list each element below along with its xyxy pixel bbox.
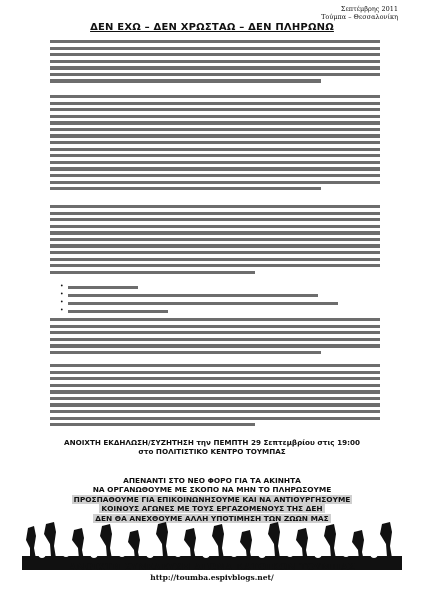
date-place [321, 6, 398, 21]
footer [0, 562, 424, 582]
event-line-2: στο ΠΟΛΙΤΙΣΤΙΚΟ ΚΕΝΤΡΟ ΤΟΥΜΠΑΣ [138, 447, 286, 456]
event-announcement [0, 438, 424, 456]
date: Σεπτέμβρης 2011 [340, 5, 398, 13]
slogan-line-2: ΝΑ ΟΡΓΑΝΩΘΟΥΜΕ ΜΕ ΣΚΟΠΟ ΝΑ ΜΗΝ ΤΟ ΠΛΗΡΩΣΟΥΜΕ [92, 485, 332, 495]
assembly-name: ΑΝΟΙΧΤΗ ΣΥΝΕΛΕΥΣΗ ΑΓΩΝΑ ΚΑΤΟΙΚΩΝ ΤΟΥΜΠΑΣ [69, 562, 355, 573]
list-item: • [60, 291, 338, 299]
blog-link[interactable]: http://toumba.espivblogs.net/ [150, 573, 274, 582]
list-item: • [60, 299, 338, 307]
list-item: • [60, 283, 338, 291]
flyer-title: ΔΕΝ ΕΧΩ – ΔΕΝ ΧΡΩΣΤΑΩ – ΔΕΝ ΠΛΗΡΩΝΩ [90, 22, 334, 33]
slogan-block [0, 476, 424, 523]
paragraph-call [50, 364, 380, 430]
paragraph-context [50, 95, 380, 194]
bullet-list [60, 283, 338, 315]
slogan-line-3: ΠΡΟΣΠΑΘΟΥΜΕ ΓΙΑ ΕΠΙΚΟΙΝΩΝΗΣΟΥΜΕ ΚΑΙ ΝΑ ΑΝΤΙΟΥΡΓΗΣΟΥΜΕ [73, 494, 351, 504]
slogan-line-4: ΚΟΙΝΟΥΣ ΑΓΩΝΕΣ ΜΕ ΤΟΥΣ ΕΡΓΑΖΟΜΕΝΟΥΣ ΤΗΣ ΔΕΗ [101, 504, 323, 514]
paragraph-intro [50, 40, 380, 86]
slogan-line-1: ΑΠΕΝΑΝΤΙ ΣΤΟ ΝΕΟ ΦΟΡΟ ΓΙΑ ΤΑ ΑΚΙΝΗΤΑ [123, 476, 301, 485]
place: Τούμπα – Θεσσαλονίκη [321, 12, 398, 21]
paragraph-dei [50, 205, 380, 277]
event-line-1: ΑΝΟΙΧΤΗ ΕΚΔΗΛΩΣΗ/ΣΥΖΗΤΗΣΗ την ΠΕΜΠΤΗ 29 Σεπτεμβρίου στις 19:00 [64, 438, 360, 447]
slogan-line-5: ΔΕΝ ΘΑ ΑΝΕΧΘΟΥΜΕ ΑΛΛΗ ΥΠΟΤΙΜΗΣΗ ΤΩΝ ΖΩΩΝ ΜΑΣ [95, 513, 329, 523]
list-item: • [60, 307, 338, 315]
paragraph-tariffs [50, 318, 380, 357]
